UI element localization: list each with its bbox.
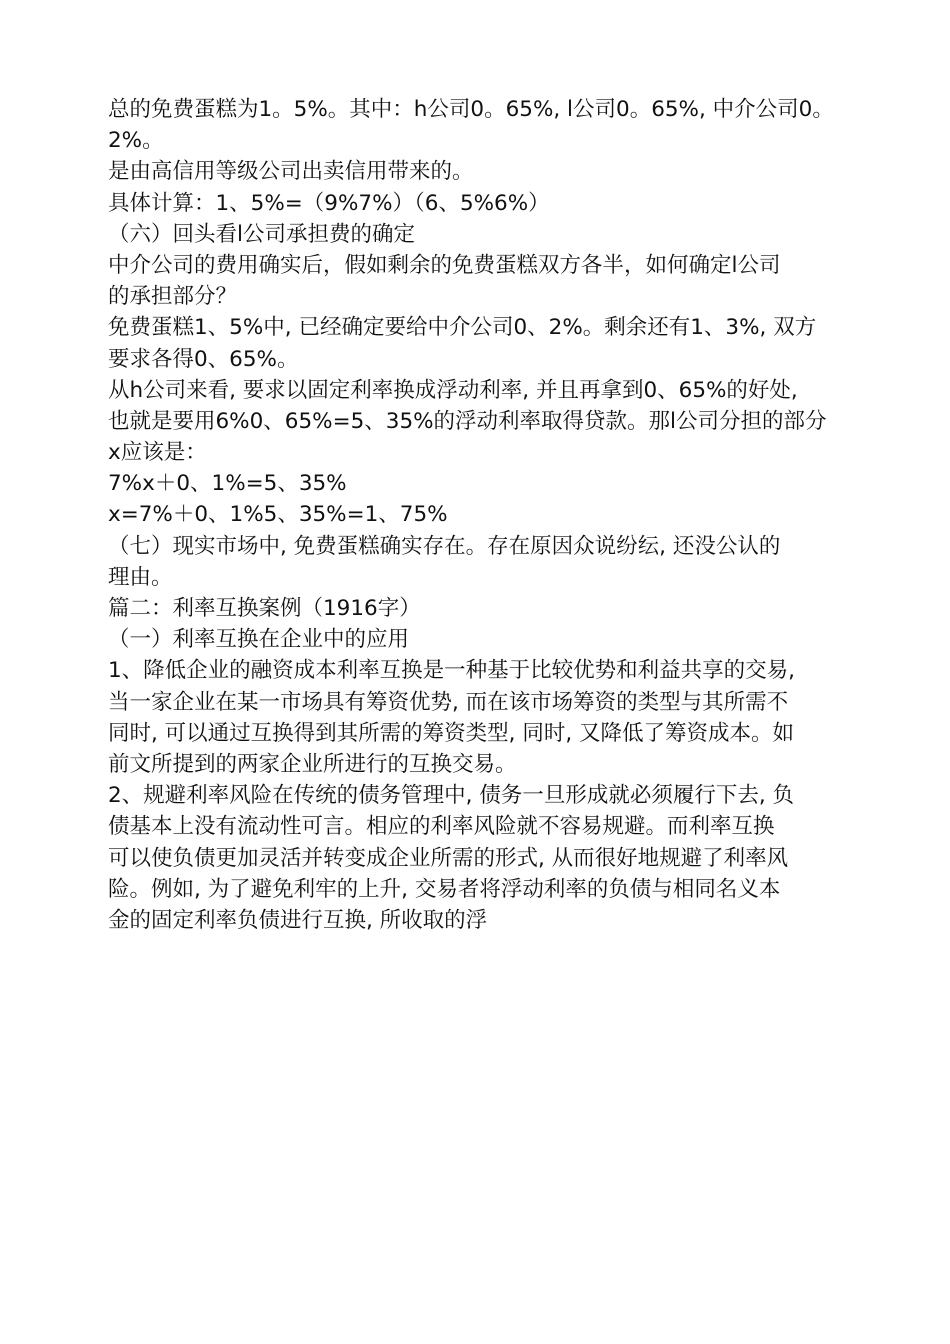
text-line-11: 也就是要用6%0、65%=5、35%的浮动利率取得贷款。那l公司分担的部分 [108,408,827,434]
text-line-4: 具体计算：1、5%=（9%7%）（6、5%6%） [108,190,550,216]
section-heading-6: （六）回头看l公司承担费的确定 [108,221,415,247]
text-line-9: 要求各得0、65%。 [108,346,299,372]
text-line-3: 是由高信用等级公司出卖信用带来的。 [108,159,474,185]
text-line-20: 当一家企业在某一市场具有筹资优势, 而在该市场筹资的类型与其所需不 [108,689,789,715]
formula-line-2: x=7%＋0、1%5、35%=1、75% [108,502,448,528]
text-line-12: x应该是： [108,440,207,466]
text-line-10: 从h公司来看, 要求以固定利率换成浮动利率, 并且再拿到0、65%的好处, [108,377,798,403]
text-line-21: 同时, 可以通过互换得到其所需的筹资类型, 同时, 又降低了筹资成本。如 [108,720,795,746]
text-line-22: 前文所提到的两家企业所进行的互换交易。 [108,751,517,777]
text-line-7: 的承担部分？ [108,284,238,310]
text-line-8: 免费蛋糕1、5%中, 已经确定要给中介公司0、2%。剩余还有1、3%, 双方 [108,315,817,341]
section-heading-1: （一）利率互换在企业中的应用 [108,627,410,653]
text-line-25: 可以使负债更加灵活并转变成企业所需的形式, 从而很好地规避了利率风 [108,845,789,871]
text-line-19: 1、降低企业的融资成本利率互换是一种基于比较优势和利益共享的交易, [108,658,796,684]
document-body [108,94,868,936]
text-line-1: 总的免费蛋糕为1。5%。其中：h公司0。65%, l公司0。65%, 中介公司0。 [108,97,834,122]
text-line-16: 理由。 [108,564,173,590]
formula-line-1: 7%x＋0、1%=5、35% [108,471,347,497]
part-two-title: 篇二：利率互换案例（1916字） [108,596,421,621]
text-line-23: 2、规避利率风险在传统的债务管理中, 债务一旦形成就必须履行下去, 负 [108,783,795,809]
text-line-24: 债基本上没有流动性可言。相应的利率风险就不容易规避。而利率互换 [108,814,775,840]
text-line-2: 2%。 [108,128,164,154]
text-line-6: 中介公司的费用确实后，假如剩余的免费蛋糕双方各半，如何确定l公司 [108,252,781,278]
text-line-26: 险。例如, 为了避免利牢的上升, 交易者将浮动利率的负债与相同名义本 [108,876,781,902]
text-line-27: 金的固定利率负债进行互换, 所收取的浮 [108,907,488,933]
section-heading-7: （七）现实市场中, 免费蛋糕确实存在。存在原因众说纷纭, 还没公认的 [108,533,781,559]
